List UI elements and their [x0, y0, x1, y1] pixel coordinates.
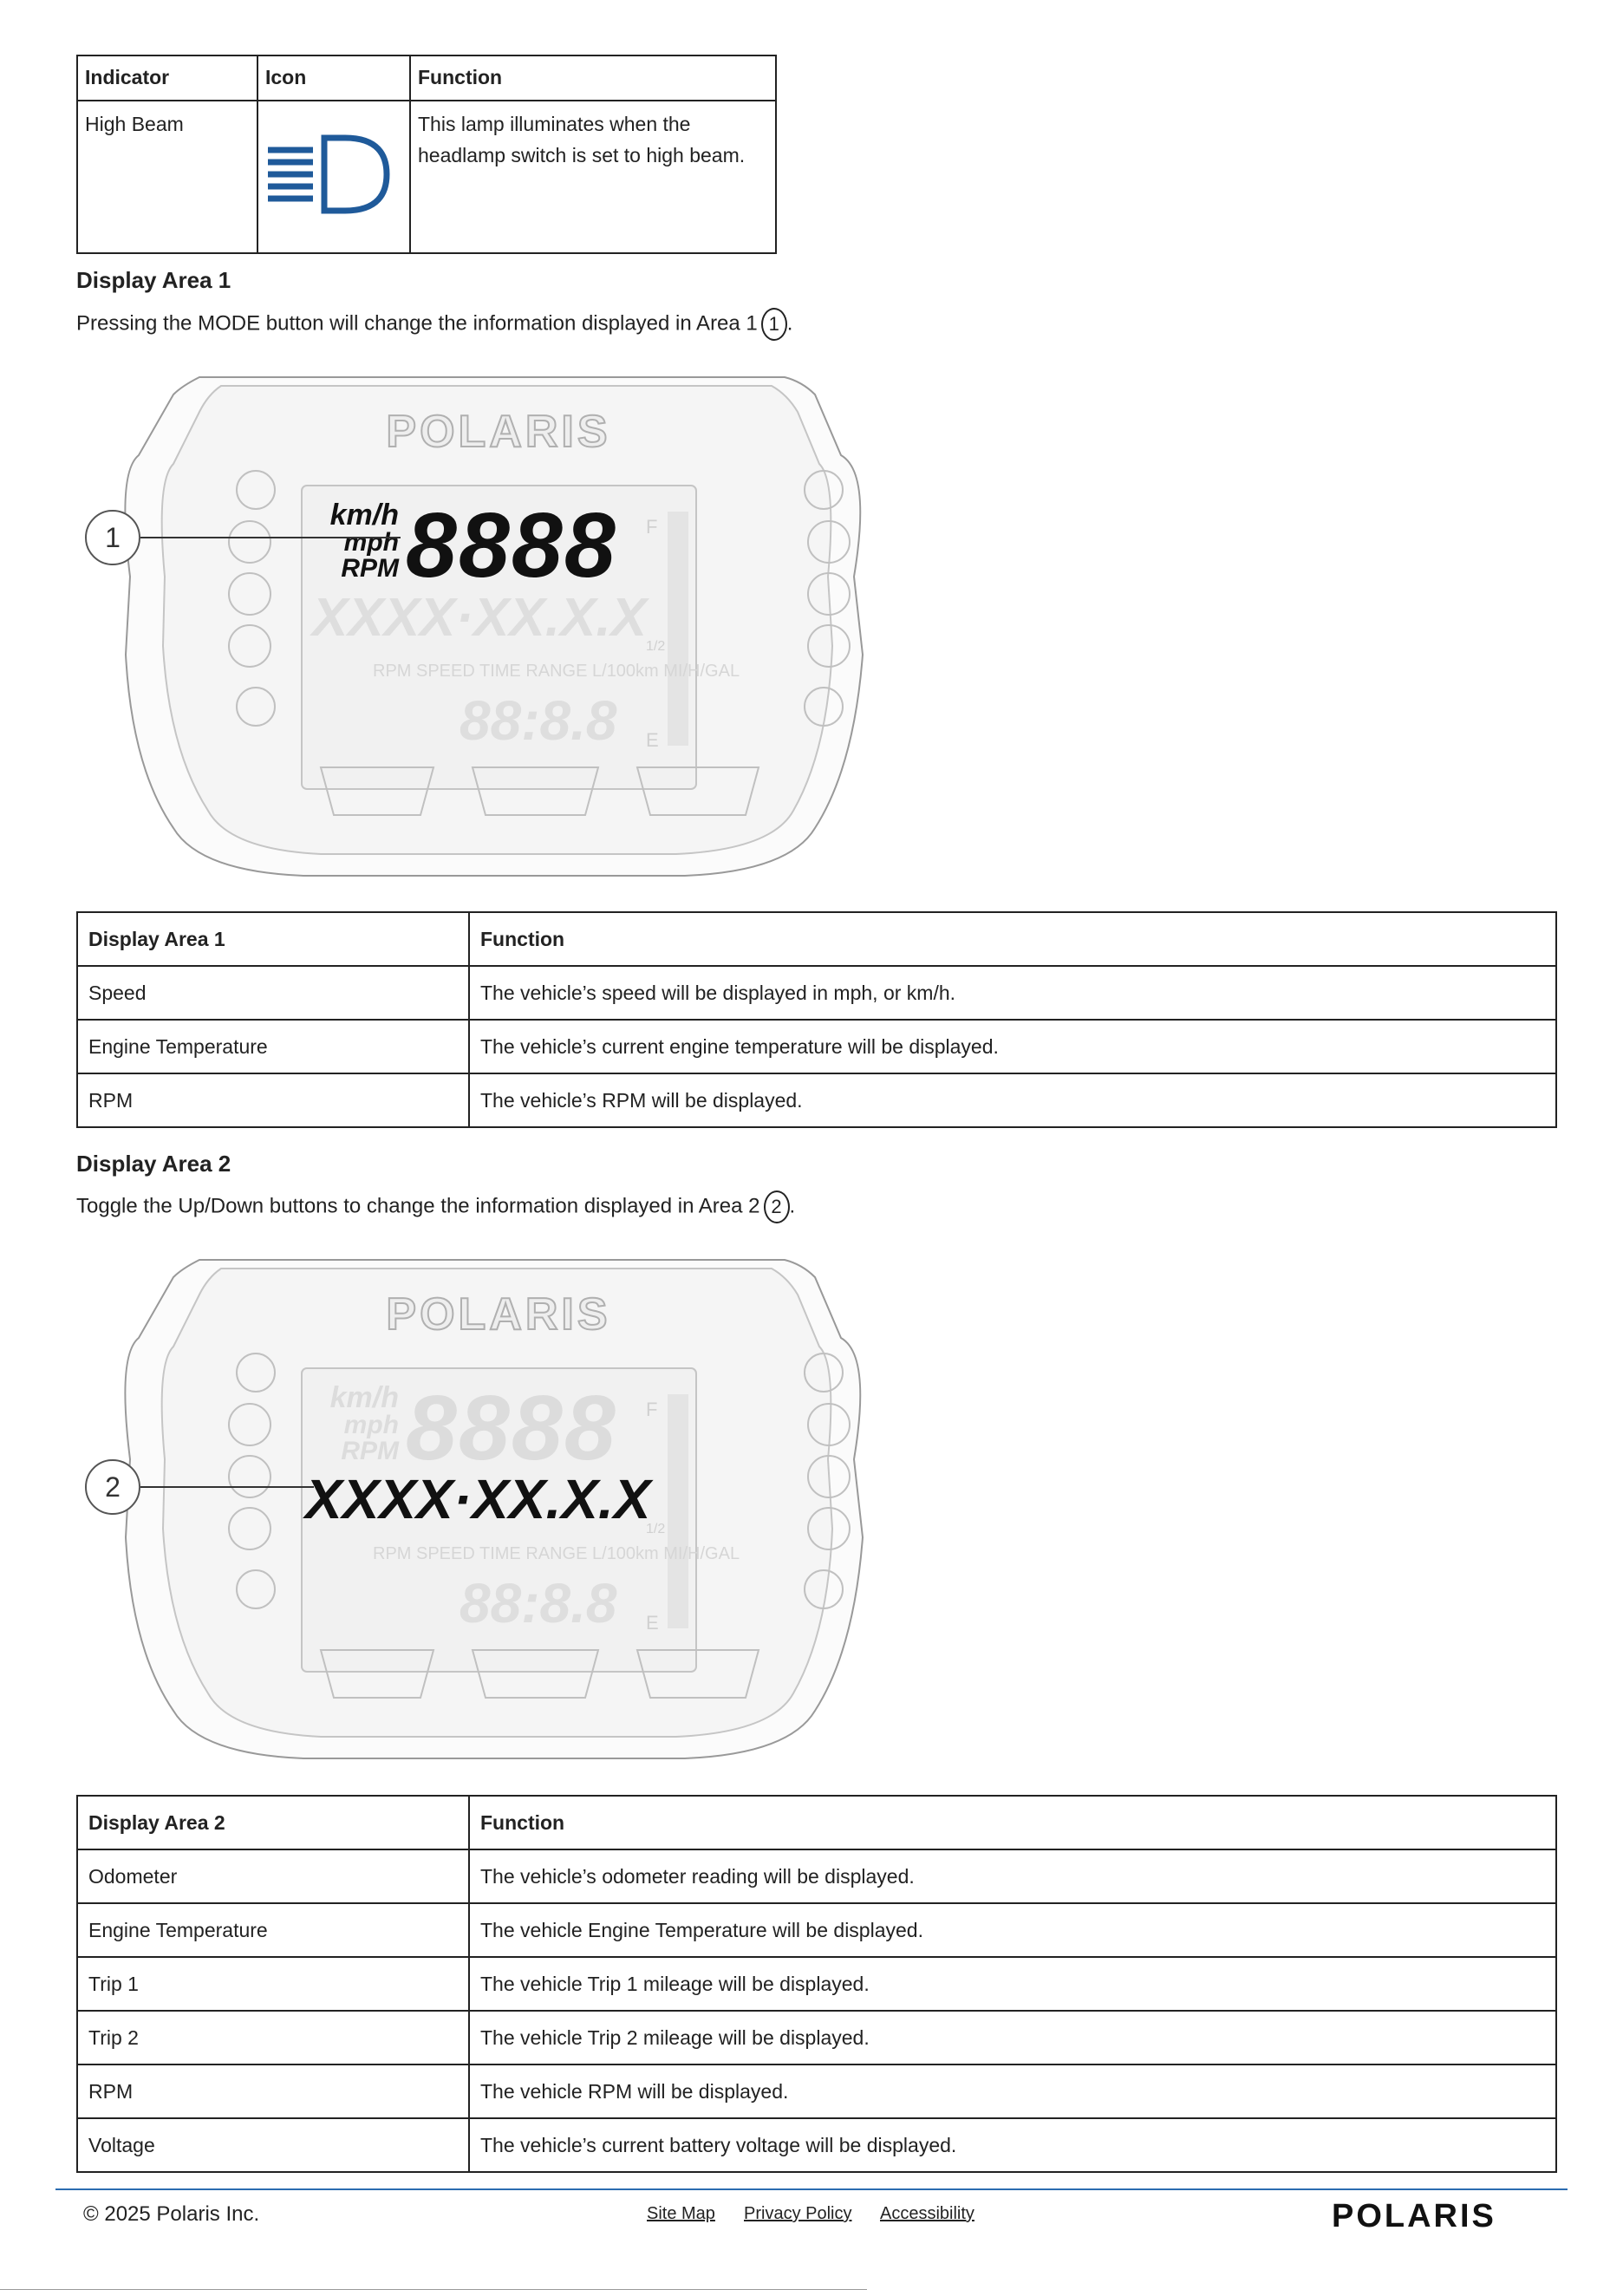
brand-logo: POLARIS [386, 1289, 611, 1340]
table-row [77, 1957, 1556, 2011]
table-cell: Trip 1 [77, 1957, 469, 2011]
instrument-cluster-diagram-area-1 [78, 360, 928, 889]
table-cell: The vehicle’s odometer reading will be displayed. [469, 1849, 1556, 1903]
unit-kmh: km/h [329, 499, 399, 532]
table-row [77, 2011, 1556, 2064]
site-map-link[interactable]: Site Map [647, 2204, 715, 2223]
table-cell: The vehicle’s current battery voltage will be displayed. [469, 2118, 1556, 2172]
table2-header-function: Function [469, 1796, 1556, 1849]
fuel-half-label: 1/2 [646, 1522, 666, 1536]
table-cell: Engine Temperature [77, 1903, 469, 1957]
indicator-function: This lamp illuminates when the headlamp switch is set to high beam. [410, 101, 776, 253]
table1-header-function: Function [469, 912, 1556, 966]
brand-logo: POLARIS [386, 407, 611, 457]
indicator-table [76, 55, 777, 254]
table-cell: RPM [77, 2064, 469, 2118]
callout-1: 1 [105, 522, 121, 553]
fuel-full-label: F [646, 516, 658, 538]
table-cell: The vehicle’s current engine temperature will be displayed. [469, 1020, 1556, 1073]
callout-marker: 2 [764, 1190, 790, 1223]
table-cell: RPM [77, 1073, 469, 1127]
callout-marker: 1 [761, 308, 787, 341]
polaris-logo[interactable] [1332, 2198, 1540, 2233]
col-header-icon: Icon [257, 55, 410, 101]
fuel-full-label: F [646, 1399, 658, 1420]
section-text: Toggle the Up/Down buttons to change the information displayed in Area 2 [76, 1194, 760, 1218]
section-heading-display-area-1: Display Area 1 [76, 267, 231, 293]
section-heading-display-area-2: Display Area 2 [76, 1151, 231, 1177]
footer-logo-text: POLARIS [1332, 2198, 1496, 2233]
accessibility-link[interactable]: Accessibility [880, 2204, 974, 2223]
table-cell: Speed [77, 966, 469, 1020]
instrument-cluster-diagram-area-2 [78, 1243, 928, 1771]
table-cell: The vehicle’s speed will be displayed in mph, or km/h. [469, 966, 1556, 1020]
small-digit-display: 88:8.8 [460, 689, 617, 752]
callout-2: 2 [105, 1471, 121, 1503]
unit-rpm: RPM [341, 554, 399, 583]
table-row [77, 1903, 1556, 1957]
high-beam-icon [265, 133, 395, 219]
table-cell: Odometer [77, 1849, 469, 1903]
unit-kmh: km/h [329, 1381, 399, 1414]
section-text-display-area-2 [76, 1190, 795, 1223]
display-area-1-table [76, 911, 1557, 1128]
table-cell: Voltage [77, 2118, 469, 2172]
unit-mph: mph [343, 528, 399, 557]
table-row [77, 2064, 1556, 2118]
footer-divider [55, 2188, 1568, 2190]
table-row [77, 2118, 1556, 2172]
table-cell: The vehicle Engine Temperature will be displayed. [469, 1903, 1556, 1957]
unit-mph: mph [343, 1411, 399, 1439]
alphanumeric-segment-display: XXXX·XX.X.X [312, 588, 647, 648]
fuel-empty-label: E [646, 729, 659, 751]
table-cell: The vehicle’s RPM will be displayed. [469, 1073, 1556, 1127]
page-bottom-rule [0, 2289, 867, 2290]
mode-labels: RPM SPEED TIME RANGE L/100km MI/H/GAL [373, 1544, 740, 1563]
table-cell: Trip 2 [77, 2011, 469, 2064]
col-header-function: Function [410, 55, 776, 101]
mode-labels: RPM SPEED TIME RANGE L/100km MI/H/GAL [373, 662, 740, 681]
table-row [77, 1073, 1556, 1127]
table-cell: The vehicle Trip 2 mileage will be displayed. [469, 2011, 1556, 2064]
copyright-text: © 2025 Polaris Inc. [83, 2202, 260, 2226]
section-text: Pressing the MODE button will change the information displayed in Area 1 [76, 311, 758, 336]
table-row [77, 1849, 1556, 1903]
fuel-empty-label: E [646, 1612, 659, 1634]
indicator-name: High Beam [77, 101, 257, 253]
table-cell: The vehicle RPM will be displayed. [469, 2064, 1556, 2118]
privacy-policy-link[interactable]: Privacy Policy [744, 2204, 852, 2223]
display-area-2-table [76, 1795, 1557, 2173]
alphanumeric-segment-display: XXXX·XX.X.X [305, 1468, 651, 1530]
fuel-half-label: 1/2 [646, 639, 666, 654]
section-text-display-area-1 [76, 308, 792, 341]
speed-digit-display: 8888 [406, 1377, 617, 1479]
table-row [77, 966, 1556, 1020]
table-row [77, 1020, 1556, 1073]
speed-digit-display: 8888 [406, 494, 617, 597]
unit-rpm: RPM [341, 1437, 399, 1465]
indicator-icon-cell [257, 101, 410, 253]
table2-header-area: Display Area 2 [77, 1796, 469, 1849]
sentence-end: . [789, 1194, 796, 1218]
col-header-indicator: Indicator [77, 55, 257, 101]
table-cell: Engine Temperature [77, 1020, 469, 1073]
table1-header-area: Display Area 1 [77, 912, 469, 966]
sentence-end: . [786, 311, 793, 336]
small-digit-display: 88:8.8 [460, 1572, 617, 1634]
table-cell: The vehicle Trip 1 mileage will be displayed. [469, 1957, 1556, 2011]
